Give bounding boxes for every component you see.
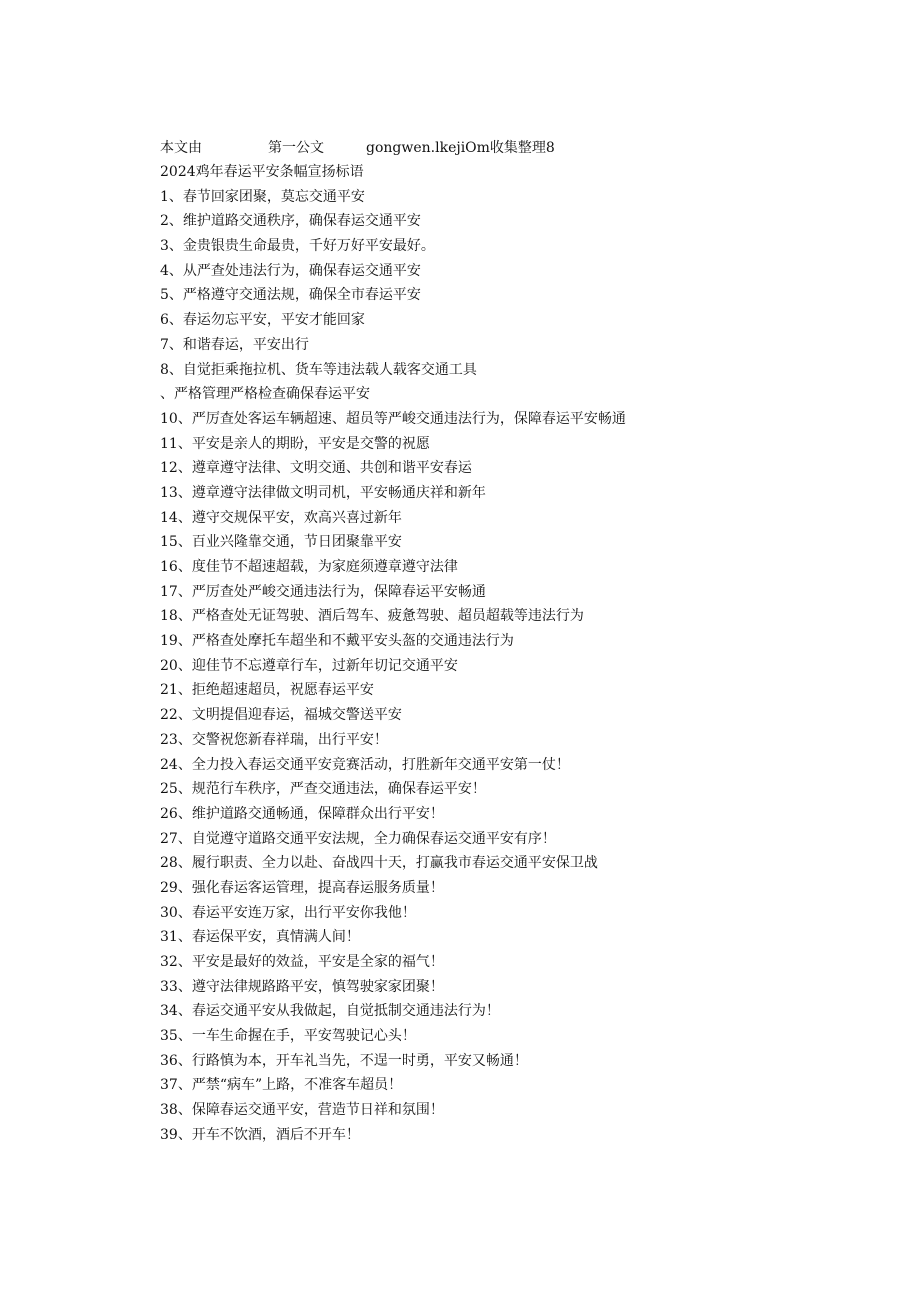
header-text-site-name: 第一公文: [268, 140, 324, 156]
slogan-line: 2、维护道路交通秩序，确保春运交通平安: [160, 213, 421, 230]
slogan-line: 17、严厉查处严峻交通违法行为，保障春运平安畅通: [160, 583, 486, 600]
slogan-line: 35、一车生命握在手，平安驾驶记心头！: [160, 1028, 416, 1045]
header-text-source: 本文由: [160, 140, 202, 156]
slogan-list: [160, 185, 860, 1148]
slogan-line: 26、维护道路交通畅通，保障群众出行平安！: [160, 805, 444, 822]
slogan-line: 4、从严查处违法行为，确保春运交通平安: [160, 262, 421, 279]
slogan-line: 28、履行职责、全力以赴、奋战四十天，打赢我市春运交通平安保卫战: [160, 855, 598, 872]
slogan-line: 32、平安是最好的效益，平安是全家的福气！: [160, 954, 444, 970]
slogan-line: 6、春运勿忘平安，平安才能回家: [160, 312, 365, 329]
slogan-line: 34、春运交通平安从我做起，自觉抵制交通违法行为！: [160, 1003, 500, 1020]
slogan-line: 16、度佳节不超速超载，为家庭须遵章遵守法律: [160, 559, 458, 575]
slogan-line: 5、严格遵守交通法规，确保全市春运平安: [160, 287, 421, 304]
slogan-line: 1、春节回家团聚，莫忘交通平安: [160, 188, 365, 205]
slogan-line: 8、自觉拒乘拖拉机、货车等违法载人载客交通工具: [160, 361, 477, 378]
document-title: 2024鸡年春运平安条幅宣扬标语: [160, 164, 364, 180]
slogan-line: 21、拒绝超速超员，祝愿春运平安: [160, 682, 374, 699]
slogan-line: 7、和谐春运，平安出行: [160, 336, 309, 353]
slogan-line: 31、春运保平安，真情满人间！: [160, 929, 360, 946]
slogan-line: 27、自觉遵守道路交通平安法规，全力确保春运交通平安有序！: [160, 830, 556, 847]
header-text-site-url: gongwen.lkejiOm收集整理8: [366, 140, 555, 156]
slogan-line: 29、强化春运客运管理，提高春运服务质量！: [160, 879, 444, 896]
slogan-line: 20、迎佳节不忘遵章行车，过新年切记交通平安: [160, 657, 458, 674]
slogan-line: 14、遵守交规保平安，欢高兴喜过新年: [160, 509, 402, 526]
slogan-line: 38、保障春运交通平安，营造节日祥和氛围！: [160, 1102, 444, 1119]
slogan-line: 24、全力投入春运交通平安竞赛活动，打胜新年交通平安第一仗！: [160, 756, 570, 773]
slogan-line: 22、文明提倡迎春运，福城交警送平安: [160, 707, 402, 724]
slogan-line: 39、开车不饮酒，酒后不开车！: [160, 1126, 360, 1143]
slogan-line: 12、遵章遵守法律、文明交通、共创和谐平安春运: [160, 460, 472, 477]
slogan-line: 18、严格查处无证驾驶、酒后驾车、疲惫驾驶、超员超载等违法行为: [160, 608, 584, 625]
slogan-line: 11、平安是亲人的期盼，平安是交警的祝愿: [160, 435, 430, 452]
slogan-line: 19、严格查处摩托车超坐和不戴平安头盔的交通违法行为: [160, 633, 514, 650]
slogan-line: 33、遵守法律规路路平安，慎驾驶家家团聚！: [160, 978, 444, 995]
slogan-line: 3、金贵银贵生命最贵，千好万好平安最好。: [160, 238, 435, 255]
slogan-line: 25、规范行车秩序，严查交通违法，确保春运平安！: [160, 781, 486, 798]
slogan-line: 36、行路慎为本，开车礼当先，不逞一时勇，平安又畅通！: [160, 1052, 528, 1069]
slogan-line: 37、严禁“病车”上路，不准客车超员！: [160, 1077, 403, 1094]
slogan-line: 23、交警祝您新春祥瑞，出行平安！: [160, 731, 388, 748]
slogan-line: 30、春运平安连万家，出行平安你我他！: [160, 904, 416, 921]
slogan-line: 15、百业兴隆靠交通，节日团聚靠平安: [160, 534, 402, 551]
slogan-line: 、严格管理严格检查确保春运平安: [160, 386, 370, 403]
slogan-line: 13、遵章遵守法律做文明司机，平安畅通庆祥和新年: [160, 484, 486, 501]
slogan-line: 10、严厉查处客运车辆超速、超员等严峻交通违法行为，保障春运平安畅通: [160, 410, 626, 427]
document-body: [160, 160, 860, 1148]
